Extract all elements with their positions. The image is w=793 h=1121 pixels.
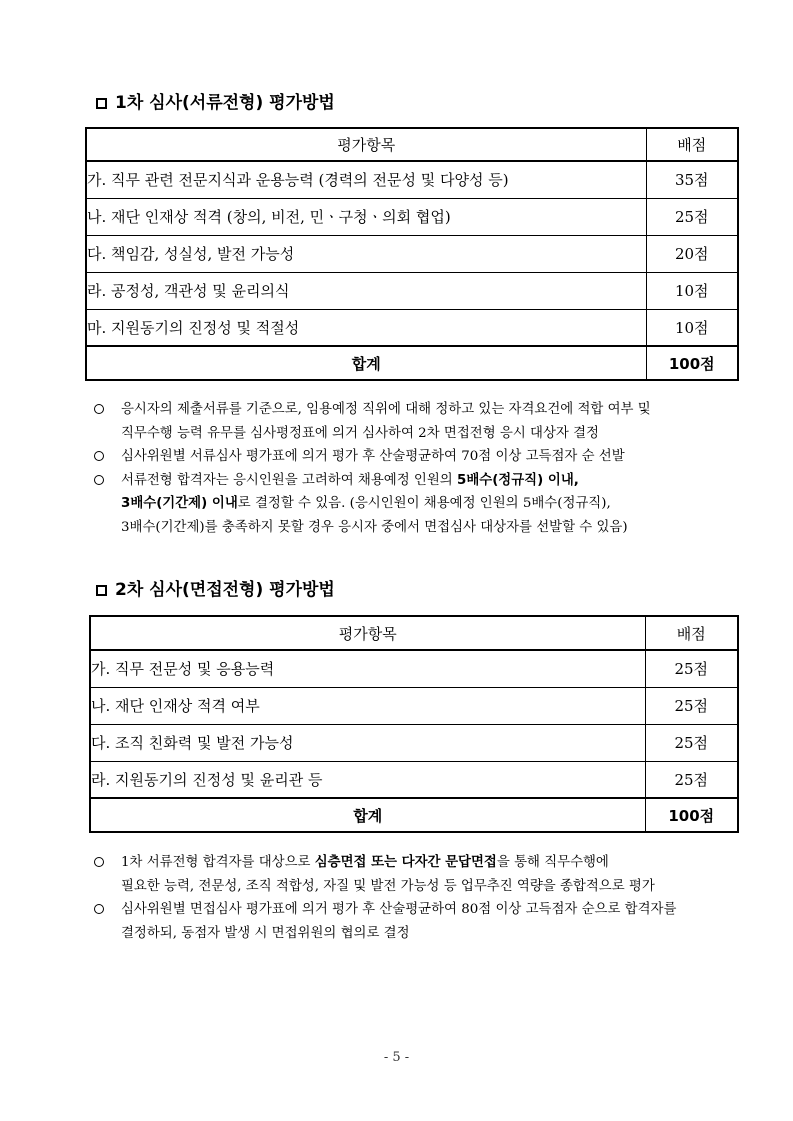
header-score: 배점 [645, 616, 738, 650]
table-header-row [86, 128, 738, 161]
note-line: 3배수(기간제)를 충족하지 못할 경우 응시자 중에서 면접심사 대상자를 선발할 수 있음) [121, 519, 628, 535]
note-text: 로 결정할 수 있음. (응시인원이 채용예정 인원의 5배수(정규직), [237, 496, 611, 511]
note-item [94, 851, 676, 898]
table-row [86, 198, 738, 235]
square-bullet-icon [96, 585, 107, 596]
note-line: 직무수행 능력 유무를 심사평정표에 의거 심사하여 2차 면접전형 응시 대상자 결정 [121, 425, 599, 441]
note-emphasis: 심층면접 또는 다자간 문답면접 [314, 855, 497, 870]
table-row [90, 650, 738, 687]
total-label: 합계 [90, 798, 645, 832]
section1-title-text: 1차 심사(서류전형) 평가방법 [115, 93, 335, 113]
section1-title [96, 92, 335, 114]
note-line: 심사위원별 면접심사 평가표에 의거 평가 후 산술평균하여 80점 이상 고득점자 순으로 합격자를 [121, 902, 677, 917]
row-score: 20점 [646, 235, 738, 272]
row-score: 10점 [646, 309, 738, 346]
page-number: - 5 - [383, 1050, 410, 1065]
row-score: 25점 [645, 724, 738, 761]
total-score: 100점 [646, 346, 738, 380]
total-score: 100점 [645, 798, 738, 832]
table-total-row [86, 346, 738, 380]
note-item [94, 445, 651, 469]
note-text: 1차 서류전형 합격자를 대상으로 [121, 855, 315, 870]
table-row [86, 161, 738, 198]
table-row [86, 309, 738, 346]
section1-table [85, 127, 739, 381]
row-score: 25점 [645, 687, 738, 724]
section2-title-text: 2차 심사(면접전형) 평가방법 [115, 580, 335, 600]
table-row [90, 761, 738, 798]
note-item [94, 898, 676, 945]
row-item: 다. 책임감, 성실성, 발전 가능성 [86, 235, 646, 272]
note-line: 응시자의 제출서류를 기준으로, 임용예정 직위에 대해 정하고 있는 자격요건에 적합 여부 및 [121, 402, 651, 417]
circle-bullet-icon [94, 904, 104, 914]
row-item: 가. 직무 전문성 및 응용능력 [90, 650, 645, 687]
row-item: 마. 지원동기의 진정성 및 적절성 [86, 309, 646, 346]
table-row [86, 272, 738, 309]
square-bullet-icon [96, 98, 107, 109]
row-item: 나. 재단 인재상 적격 (창의, 비전, 민ㆍ구청ㆍ의회 협업) [86, 198, 646, 235]
section2-title [96, 579, 335, 601]
row-score: 10점 [646, 272, 738, 309]
circle-bullet-icon [94, 404, 104, 414]
table-row [90, 724, 738, 761]
note-line: 심사위원별 서류심사 평가표에 의거 평가 후 산술평균하여 70점 이상 고득점자 순 선발 [121, 449, 625, 464]
note-item [94, 469, 651, 540]
row-item: 다. 조직 친화력 및 발전 가능성 [90, 724, 645, 761]
total-label: 합계 [86, 346, 646, 380]
section1-notes [94, 398, 651, 539]
row-score: 25점 [646, 198, 738, 235]
section2-notes [94, 851, 676, 945]
note-item [94, 398, 651, 445]
section2-table [89, 615, 739, 833]
row-score: 25점 [645, 650, 738, 687]
header-score: 배점 [646, 128, 738, 161]
table-header-row [90, 616, 738, 650]
table-row [86, 235, 738, 272]
note-line: 필요한 능력, 전문성, 조직 적합성, 자질 및 발전 가능성 등 업무추진 역량을 종합적으로 평가 [121, 878, 655, 894]
row-item: 가. 직무 관련 전문지식과 운용능력 (경력의 전문성 및 다양성 등) [86, 161, 646, 198]
note-text: 을 통해 직무수행에 [496, 855, 609, 870]
row-item: 라. 지원동기의 진정성 및 윤리관 등 [90, 761, 645, 798]
row-item: 나. 재단 인재상 적격 여부 [90, 687, 645, 724]
note-emphasis: 3배수(기간제) 이내 [121, 496, 238, 511]
row-score: 25점 [645, 761, 738, 798]
note-emphasis: 5배수(정규직) 이내, [457, 472, 579, 488]
note-text: 서류전형 합격자는 응시인원을 고려하여 채용예정 인원의 [121, 472, 457, 488]
circle-bullet-icon [94, 451, 104, 461]
circle-bullet-icon [94, 857, 104, 867]
header-item: 평가항목 [86, 128, 646, 161]
circle-bullet-icon [94, 475, 104, 485]
table-total-row [90, 798, 738, 832]
row-score: 35점 [646, 161, 738, 198]
header-item: 평가항목 [90, 616, 645, 650]
row-item: 라. 공정성, 객관성 및 윤리의식 [86, 272, 646, 309]
note-line: 결정하되, 동점자 발생 시 면접위원의 협의로 결정 [121, 925, 410, 941]
table-row [90, 687, 738, 724]
